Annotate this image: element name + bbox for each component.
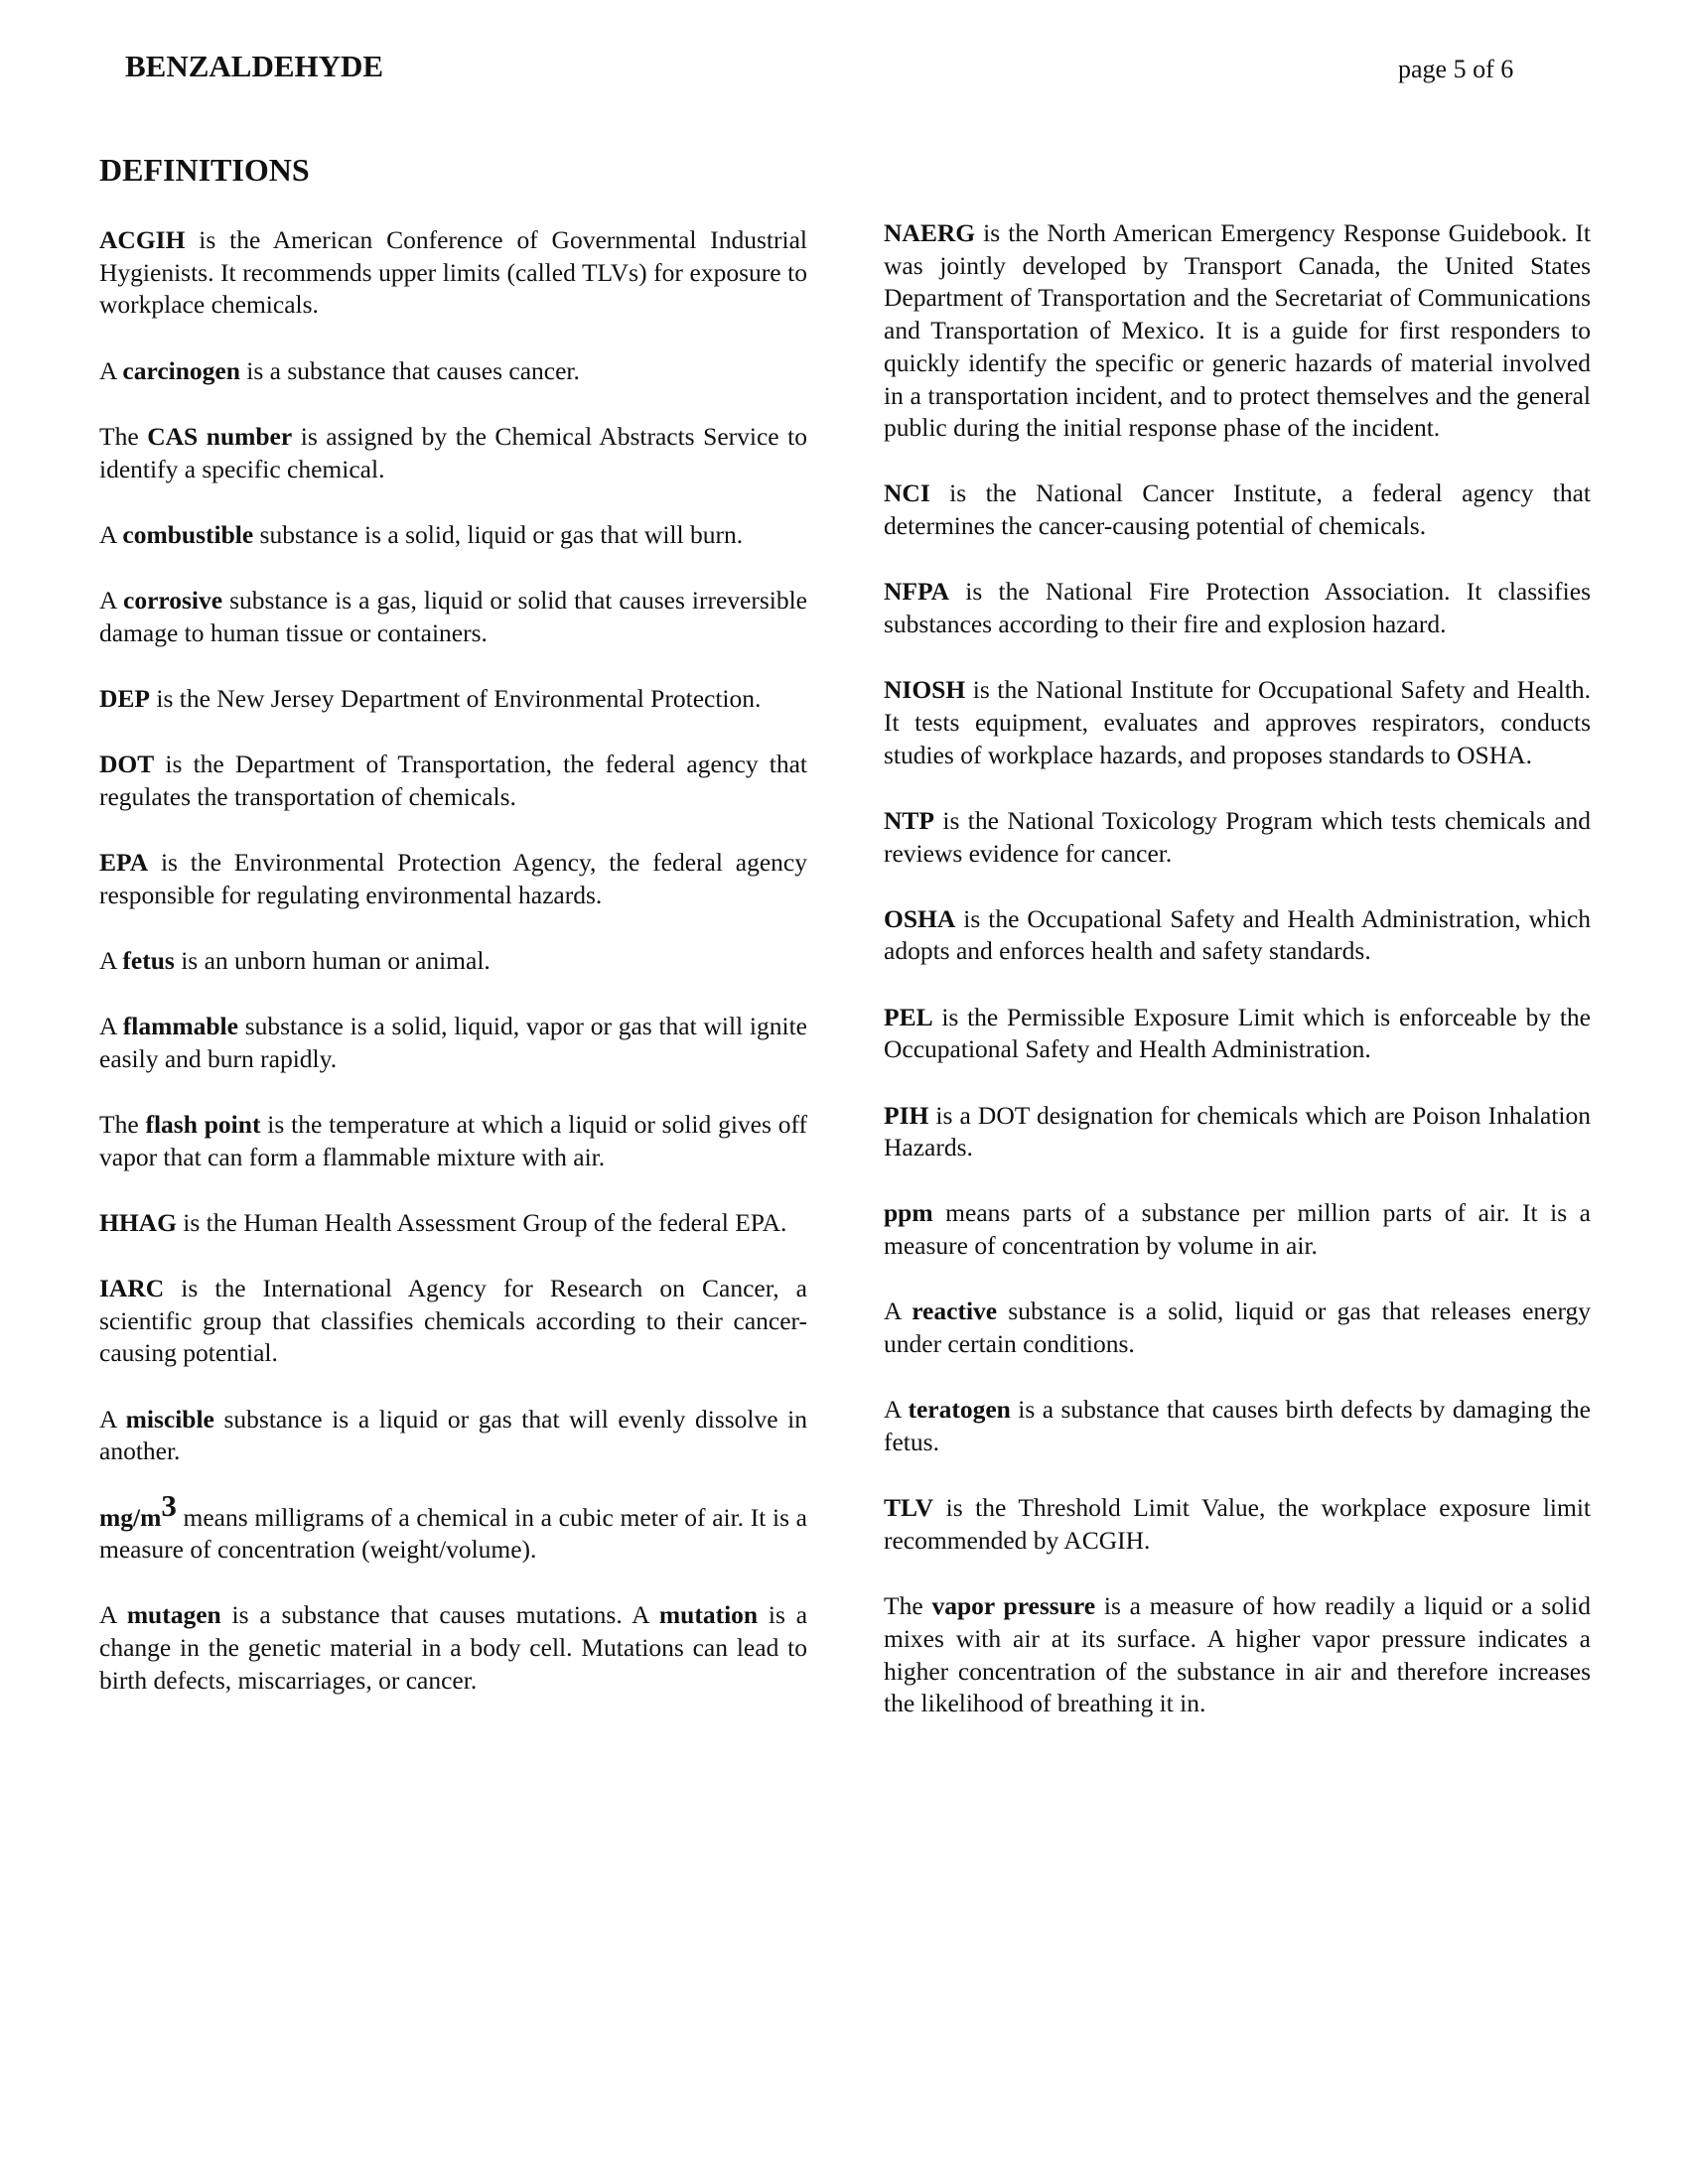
superscript-three: 3 (161, 1487, 177, 1523)
section-title: DEFINITIONS (99, 152, 310, 188)
definition-miscible: A miscible substance is a liquid or gas that will evenly dissolve in another. (99, 1404, 808, 1466)
definition-term: CAS number (147, 421, 293, 451)
definition-pih: PIH is a DOT designation for chemicals which are Poison Inhalation Hazards. (884, 1100, 1591, 1162)
definition-term: flash point (145, 1109, 261, 1139)
definition-flammable: A flammable substance is a solid, liquid, vapor or gas that will ignite easily and burn rapidly. (99, 1012, 807, 1073)
definition-pel: PEL is the Permissible Exposure Limit which is enforceable by the Occupational Safety and Health Administration. (884, 1002, 1591, 1064)
definitions-left-column (99, 224, 807, 1730)
definition-tlv: TLV is the Threshold Limit Value, the workplace exposure limit recommended by ACGIH. (884, 1493, 1591, 1555)
definition-term: corrosive (123, 585, 223, 614)
definitions-right-column (884, 217, 1591, 1753)
definition-term: flammable (122, 1012, 238, 1041)
definition-osha: OSHA is the Occupational Safety and Health Administration, which adopts and enforces health and safety standards. (884, 903, 1591, 966)
definition-term: mutagen (126, 1600, 221, 1630)
definition-naerg: NAERG is the North American Emergency Response Guidebook. It was jointly developed by Transport Canada, the United States Department of Transportation and the Secretariat of Communications and Transportation of Mexico. It is a guide for first responders to quickly identify the specific or generic hazards of material involved in a transportation incident, and to protect themselves and the general public during the initial response phase of the incident. (884, 218, 1591, 443)
definition-fetus: A fetus is an unborn human or animal. (99, 945, 491, 975)
definition-mutagen: A mutagen is a substance that causes mutations. A mutation is a change in the genetic material in a body cell. Mutations can lead to birth defects, miscarriages, or cancer. (99, 1600, 808, 1695)
definition-mg-m3: $mg/m^3$ means milligrams of a chemical in a cubic meter of air. It is a measure of concentration (weight/volume). (99, 1487, 807, 1565)
definition-dep: DEP is the New Jersey Department of Environmental Protection. (99, 683, 762, 713)
definition-term: vapor pressure (931, 1591, 1096, 1621)
definition-term: NIOSH (884, 675, 966, 705)
definition-acgih: ACGIH is the American Conference of Governmental Industrial Hygienists. It recommends upper limits (called TLVs) for exposure to workplace chemicals. (99, 225, 807, 320)
definition-term: DEP (99, 683, 150, 713)
definition-nfpa: NFPA is the National Fire Protection Association. It classifies substances according to their fire and explosion hazard. (884, 577, 1591, 639)
definition-term: combustible (122, 519, 254, 549)
definition-vapor-pressure: The vapor pressure is a measure of how readily a liquid or a solid mixes with air at its surface. A higher vapor pressure indicates a higher concentration of the substance in air and therefore increases the likelihood of breathing it in. (884, 1591, 1591, 1718)
page-number: page 5 of 6 (1398, 55, 1514, 83)
definition-combustible: A combustible substance is a solid, liquid or gas that will burn. (99, 519, 744, 549)
definition-term: miscible (125, 1404, 214, 1433)
document-title: BENZALDEHYDE (125, 49, 384, 83)
definition-term: PIH (884, 1100, 929, 1130)
definition-epa: EPA is the Environmental Protection Agency, the federal agency responsible for regulating environmental hazards. (99, 847, 807, 909)
definition-iarc: IARC is the International Agency for Research on Cancer, a scientific group that classifies chemicals according to their cancer-causing potential. (99, 1274, 807, 1368)
definition-carcinogen: A carcinogen is a substance that causes cancer. (99, 355, 580, 385)
definition-flash-point: The flash point is the temperature at which a liquid or solid gives off vapor that can form a flammable mixture with air. (99, 1109, 808, 1171)
definition-term: IARC (99, 1274, 165, 1303)
definition-cas-number: The CAS number is assigned by the Chemical Abstracts Service to identify a specific chemical. (99, 421, 807, 483)
definition-term: mutation (658, 1600, 759, 1630)
definition-term: NCI (884, 478, 930, 508)
definition-nci: NCI is the National Cancer Institute, a federal agency that determines the cancer-causing potential of chemicals. (884, 478, 1591, 541)
definition-ntp: NTP is the National Toxicology Program which tests chemicals and reviews evidence for cancer. (884, 805, 1591, 868)
definition-term: TLV (884, 1493, 934, 1523)
definition-teratogen: A teratogen is a substance that causes birth defects by damaging the fetus. (884, 1395, 1592, 1456)
definition-term: carcinogen (122, 355, 240, 385)
definition-hhag: HHAG is the Human Health Assessment Group of the federal EPA. (99, 1207, 787, 1237)
definition-term: teratogen (908, 1395, 1011, 1425)
definition-term: HHAG (99, 1207, 177, 1237)
definition-term: NTP (884, 805, 934, 835)
definition-niosh: NIOSH is the National Institute for Occupational Safety and Health. It tests equipment, evaluates and approves respirators, conducts studies of workplace hazards, and proposes standards to OSHA. (884, 675, 1591, 769)
definition-dot: DOT is the Department of Transportation, the federal agency that regulates the transportation of chemicals. (99, 750, 807, 811)
definition-term: NAERG (884, 218, 976, 247)
definition-term: OSHA (884, 903, 956, 933)
definition-term: fetus (122, 945, 175, 975)
definition-corrosive: A corrosive substance is a gas, liquid or solid that causes irreversible damage to human tissue or containers. (99, 585, 807, 647)
definition-term: NFPA (884, 577, 950, 607)
definition-reactive: A reactive substance is a solid, liquid or gas that releases energy under certain conditions. (884, 1297, 1591, 1359)
definition-term: reactive (912, 1297, 998, 1326)
definition-term: EPA (99, 847, 149, 877)
definition-term: ppm (884, 1198, 933, 1228)
definition-ppm: ppm means parts of a substance per million parts of air. It is a measure of concentration by volume in air. (884, 1198, 1591, 1261)
definition-term: PEL (884, 1002, 933, 1031)
definition-term: ACGIH (99, 225, 186, 254)
definition-term: DOT (99, 750, 155, 779)
definition-term: mg/m (99, 1502, 162, 1532)
